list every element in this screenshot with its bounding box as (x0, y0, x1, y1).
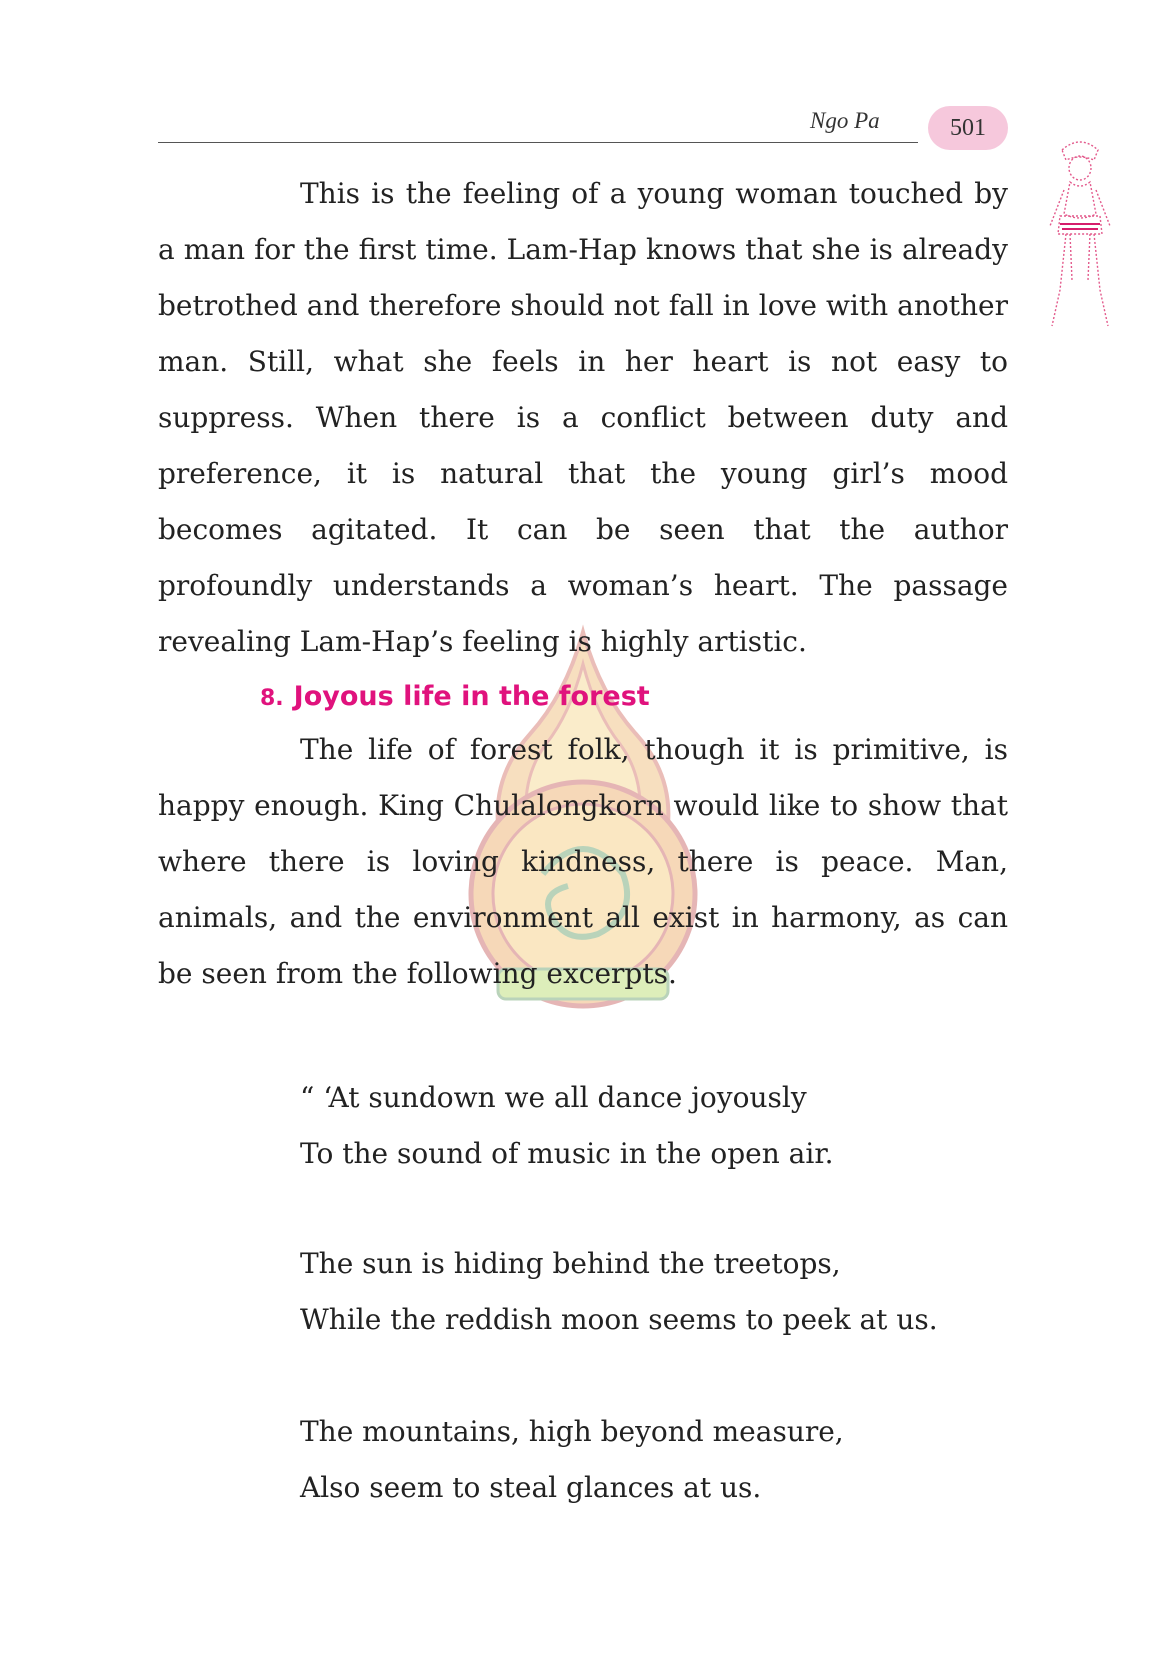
verse-stanza-1 (300, 1070, 1020, 1182)
paragraph-text: This is the feeling of a young woman touched by a man for the first time. Lam-Hap knows that she is already betrothed and therefore should not fall in love with another man. Still, what she feels in her heart is not easy to suppress. When there is a conflict between duty and preference, it is natural that the young girl’s mood becomes agitated. It can be seen that the author profoundly understands a woman’s heart. The passage revealing Lam-Hap’s feeling is highly artistic. (158, 177, 1008, 658)
paragraph-text: The life of forest folk, though it is primitive, is happy enough. King Chulalongkorn would like to show that where there is loving kindness, there is peace. Man, animals, and the environment all exist in harmony, as can be seen from the following excerpts. (158, 733, 1008, 990)
verse-line: While the reddish moon seems to peek at us. (300, 1303, 938, 1336)
verse-stanza-2 (300, 1236, 1020, 1348)
header-rule (158, 142, 918, 143)
running-title: Ngo Pa (810, 108, 880, 133)
verse-line: Also seem to steal glances at us. (300, 1471, 762, 1504)
verse-stanza-3 (300, 1404, 1020, 1516)
section-number: 8. (260, 686, 284, 711)
body-paragraph-1 (158, 166, 1008, 670)
page-number-badge: 501 (928, 106, 1008, 150)
verse-line: To the sound of music in the open air. (300, 1137, 834, 1170)
verse-line: The mountains, high beyond measure, (300, 1415, 844, 1448)
section-title: Joyous life in the forest (293, 681, 650, 712)
body-paragraph-2 (158, 722, 1008, 1002)
section-heading (260, 681, 650, 712)
dancer-sketch-icon (1040, 130, 1120, 340)
verse-line: “ ‘At sundown we all dance joyously (300, 1081, 807, 1114)
verse-line: The sun is hiding behind the treetops, (300, 1247, 841, 1280)
